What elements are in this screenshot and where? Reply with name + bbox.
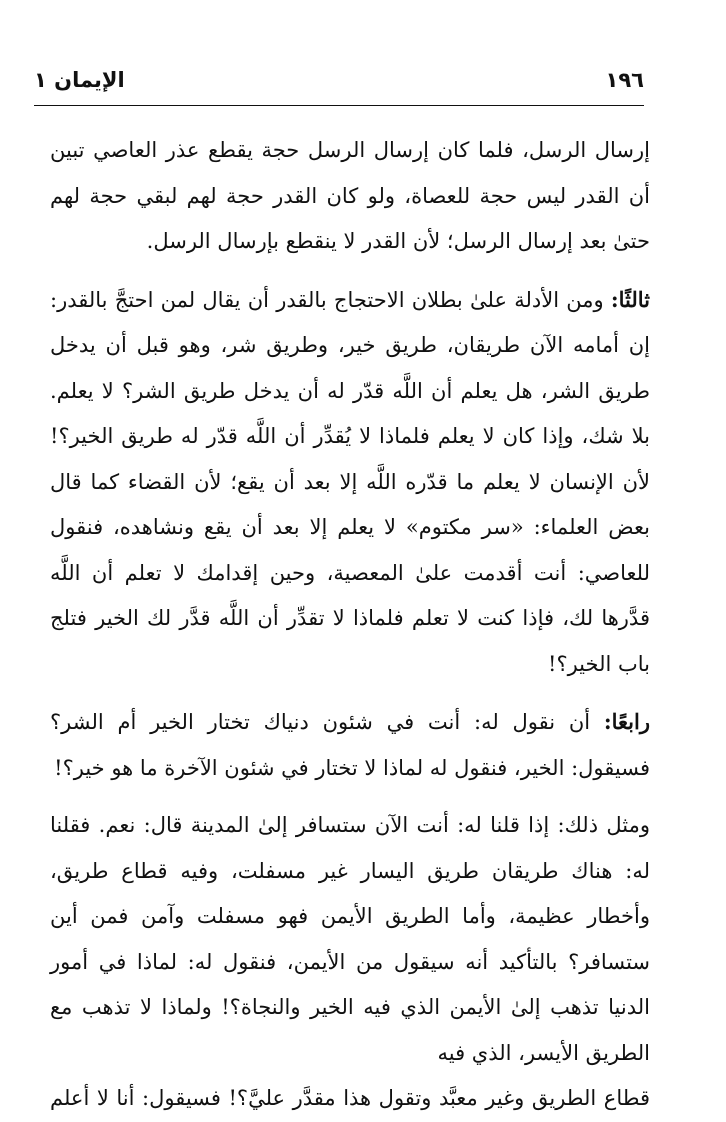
paragraph-4-last-line: قطاع الطريق وغير معبَّد وتقول هذا مقدَّر عليَّ؟! فسيقول: أنا لا أعلم bbox=[50, 1086, 650, 1110]
paragraph-3-text: أن نقول له: أنت في شئون دنياك تختار الخير أم الشر؟ فسيقول: الخير، فنقول له لماذا لا تختار في شئون الآخرة ما هو خير؟! bbox=[50, 710, 650, 780]
paragraph-3 bbox=[50, 699, 650, 791]
paragraph-1-text: إرسال الرسل، فلما كان إرسال الرسل حجة يقطع عذر العاصي تبين أن القدر ليس حجة للعصاة، ولو كان القدر حجة لهم لبقي حجة لهم حتىٰ بعد إرسال الرسل؛ لأن القدر لا ينقطع بإرسال الرسل. bbox=[50, 138, 650, 253]
page-body bbox=[50, 128, 650, 1110]
running-title: الإيمان ١ bbox=[34, 68, 125, 92]
paragraph-2 bbox=[50, 277, 650, 688]
paragraph-4 bbox=[50, 803, 650, 1122]
paragraph-1 bbox=[50, 128, 650, 265]
paragraph-2-text: ومن الأدلة علىٰ بطلان الاحتجاج بالقدر أن يقال لمن احتجَّ بالقدر: إن أمامه الآن طريقان، طريق خير، وطريق شر، وهو قبل أن يدخل طريق الشر، هل يعلم أن اللَّه قدّر له أن يدخل طريق الشر؟ لا يعلم. بلا شك، وإذا كان لا يعلم فلماذا لا يُقدِّر أن اللَّه قدّر له طريق الخير؟! لأن الإنسان لا يعلم ما قدّره اللَّه إلا بعد أن يقع؛ لأن القضاء كما قال بعض العلماء: «سر مكتوم» لا يعلم إلا بعد أن يقع ونشاهده، فنقول للعاصي: أنت أقدمت علىٰ المعصية، وحين إقدامك لا تعلم أن اللَّه قدَّرها لك، فإذا كنت لا تعلم فلماذا لا تقدِّر أن اللَّه قدَّر لك الخير فتلج باب الخير؟! bbox=[50, 287, 650, 676]
paragraph-4-text: ومثل ذلك: إذا قلنا له: أنت الآن ستسافر إلىٰ المدينة قال: نعم. فقلنا له: هناك طريقان طريق اليسار غير مسفلت، وفيه قطاع طريق، وأخطار عظيمة، وأما الطريق الأيمن فهو مسفلت وآمن فمن أين ستسافر؟ بالتأكيد أنه سيقول من الأيمن، فنقول له: لماذا في أمور الدنيا تذهب إلىٰ الأيمن الذي فيه الخير والنجاة؟! ولماذا لا تذهب مع الطريق الأيسر، الذي فيه bbox=[50, 813, 650, 1065]
paragraph-2-lead: ثالثًا: bbox=[610, 286, 650, 312]
page-header bbox=[34, 68, 644, 98]
page-number: ١٩٦ bbox=[605, 68, 644, 92]
paragraph-3-lead: رابعًا: bbox=[603, 709, 650, 734]
header-divider bbox=[34, 105, 644, 106]
